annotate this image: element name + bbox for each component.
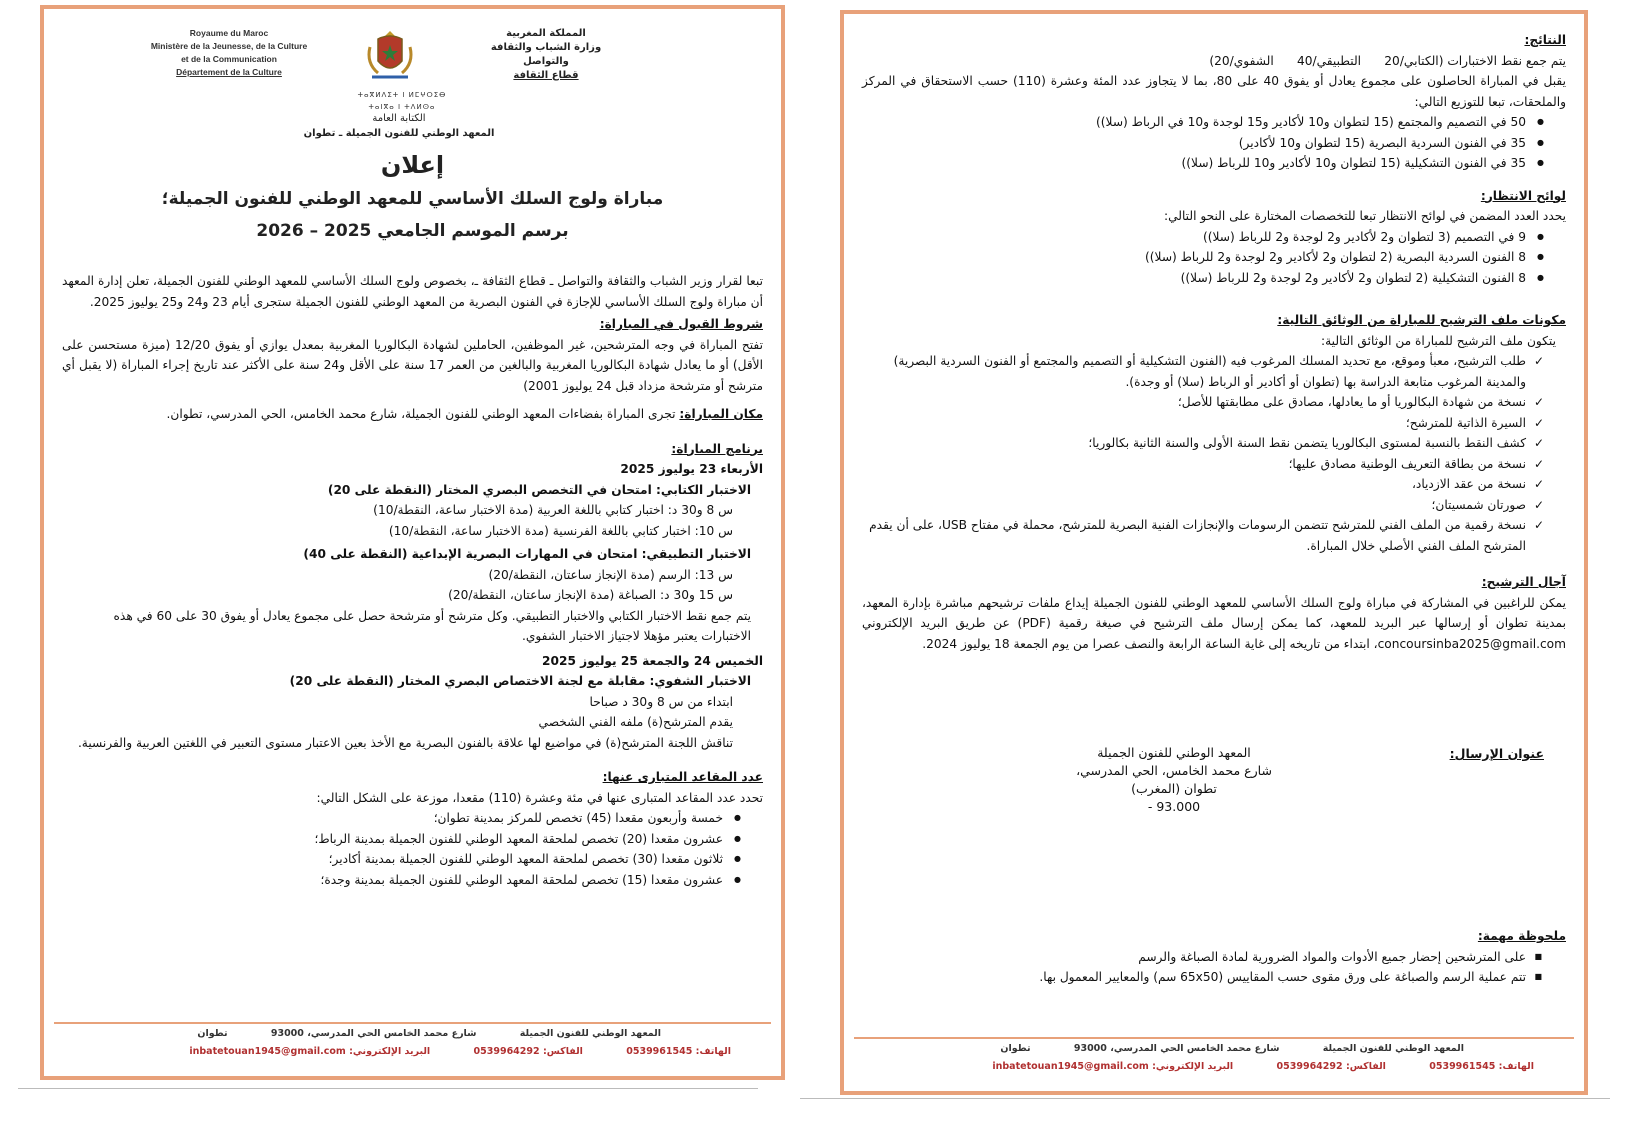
admission-text: تفتح المباراة في وجه المترشحين، غير الموظفين، الحاملين لشهادة البكالوريا المغربية بمعدل يوازي أو يفوق 12/20 (ميزة مستحسن على الأقل) أو ما يعادل شهادة البكالوريا المغربية والبالغين من العمر 17 سنة على الأقل و24 سنة على الأكثر عند تاريخ إجراء المباراة (لا يقبل أي مترشح أو مترشحة مزداد قبل 24 يوليوز 2001)	[62, 337, 764, 393]
seats-intro: تحدد عدد المقاعد المتبارى عنها في مئة وعشرة (110) مقعدا، موزعة على الشكل التالي:	[316, 790, 763, 805]
page-title: إعلان	[380, 151, 445, 179]
day1-label: الأربعاء 23 يوليوز 2025	[620, 462, 763, 476]
footer-city: تطوان	[197, 1028, 228, 1039]
email-label: البريد الإلكتروني:	[1152, 1061, 1234, 1072]
written-exam-title: الاختبار الكتابي: امتحان في التخصص البصري المختار (النقطة على 20)	[327, 482, 751, 497]
scan-edge-line	[18, 1088, 758, 1089]
list-item: ● خمسة وأربعون مقعدا (45) تخصص للمركز بمدينة تطوان؛	[62, 808, 723, 829]
practical-exam-item: س 15 و30 د: الصباغة (مدة الإنجاز ساعتان، النقطة/20)	[448, 588, 733, 602]
tifinagh-line: ⵜⴰⴳⵍⴷⵉⵜ ⵏ ⵍⵎⵖⵔⵉⴱ	[357, 91, 447, 99]
deadline-text: يمكن للراغبين في المشاركة في مباراة ولوج السلك الأساسي للمعهد الوطني للفنون الجميلة إيداع ملفات ترشيحهم مباشرة بإدارة المعهد، بمدينة تطوان أو إرسالها عبر البريد للمعهد، كما يمكن إرسال ملف الترشيح في صيغة رقمية (PDF) عن طريق البريد الإلكتروني concoursinba2025@gmail.com، ابتداء من تاريخه إلى غاية الساعة الرابعة والنصف عصرا من يوم الجمعة 18 يوليوز 2024.	[862, 595, 1566, 651]
waiting-heading: لوائح الانتظار:	[1480, 188, 1566, 203]
tifinagh-line: ⵜⴰⵏⴳⴰ ⵏ ⵜⴷⵍⵙⴰ	[368, 103, 436, 111]
list-item: ✓ صورتان شمسيتان؛	[862, 495, 1526, 516]
list-item: ● 8 الفنون السردية البصرية (2 لتطوان و2 لأكادير و2 لوجدة و2 للرباط (سلا))	[862, 247, 1526, 268]
list-item: ✓ نسخة من عقد الازدياد،	[862, 474, 1526, 495]
phone-label: الهاتف:	[1498, 1061, 1534, 1072]
waiting-intro: يحدد العدد المضمن في لوائح الانتظار تبعا للتخصصات المختارة على النحو التالي:	[1163, 209, 1566, 223]
moroccan-coat-of-arms-icon	[362, 27, 418, 85]
list-item: ✓ نسخة من بطاقة التعريف الوطنية مصادق عليها؛	[862, 454, 1526, 475]
fax-value: 0539964292	[473, 1046, 540, 1057]
list-item: ● 50 في التصميم والمجتمع (15 لتطوان و10 لأكادير و15 لوجدة و10 في الرباط (سلا))	[862, 112, 1526, 133]
letterhead-ar-line: المملكة المغربية	[506, 28, 586, 39]
footer-institute: المعهد الوطني للفنون الجميلة	[519, 1028, 661, 1039]
list-item: ✓ نسخة من شهادة البكالوريا أو ما يعادلها، مصادق على مطابقتها للأصل؛	[862, 392, 1526, 413]
oral-exam-title: الاختبار الشفوي: مقابلة مع لجنة الاختصاص البصري المختار (النقطة على 20)	[289, 674, 751, 688]
fax-label: الفاكس:	[542, 1046, 583, 1057]
docs-heading: مكونات ملف الترشيح للمباراة من الوثائق التالية:	[1277, 313, 1566, 327]
address-line: المعهد الوطني للفنون الجميلة	[1097, 745, 1251, 760]
address-line: شارع محمد الخامس، الحي المدرسي،	[1076, 763, 1272, 778]
letterhead-institute	[294, 111, 504, 141]
phone-value: 0539961545	[1429, 1061, 1496, 1072]
written-exam-item: س 10: اختبار كتابي باللغة الفرنسية (مدة الاختبار ساعة، النقطة/10)	[388, 523, 733, 538]
docs-intro: يتكون ملف الترشيح للمباراة من الوثائق التالية:	[1321, 333, 1556, 348]
list-item: ● 35 في الفنون السردية البصرية (15 لتطوان و10 لأكادير)	[862, 133, 1526, 154]
practical-exam-title: الاختبار التطبيقي: امتحان في المهارات البصرية الإبداعية (النقطة على 40)	[303, 547, 751, 561]
footer-address	[1000, 1043, 1464, 1054]
announcement-page-right	[840, 10, 1588, 1095]
letterhead-fr-line: Royaume du Maroc	[189, 28, 269, 38]
list-item: ● 9 في التصميم (3 لتطوان و2 لأكادير و2 لوجدة و2 للرباط (سلا))	[862, 227, 1526, 248]
letterhead-ar-line: قطاع الثقافة	[513, 70, 579, 81]
email-value: inbatetouan1945@gmail.com	[189, 1046, 346, 1057]
note-list	[862, 947, 1566, 988]
results-line: يتم جمع نقط الاختبارات (الكتابي/20 التطبيقي/40 الشفوي/20)	[1209, 53, 1566, 68]
list-item: ✓ كشف النقط بالنسبة لمستوى البكالوريا يتضمن نقط السنة الأولى والسنة الثانية بكالوريا؛	[862, 433, 1526, 454]
letterhead-fr-line: Département de la Culture	[176, 67, 282, 77]
page-subtitle: مباراة ولوج السلك الأساسي للمعهد الوطني للفنون الجميلة؛	[161, 189, 664, 209]
list-item: ✓ طلب الترشيح، معبأ وموقع، مع تحديد المسلك المرغوب فيه (الفنون التشكيلية أو التصميم والمجتمع أو الفنون السردية البصرية) والمدينة المرغوب متابعة الدراسة بها (تطوان أو أكادير أو الرباط (سلا) أو وجدة).	[862, 351, 1526, 392]
letterhead-tifinagh	[342, 89, 462, 113]
waiting-list	[862, 227, 1566, 289]
list-item: ● 35 في الفنون التشكيلية (15 لتطوان و10 لأكادير و10 للرباط (سلا))	[862, 153, 1526, 174]
footer-institute: المعهد الوطني للفنون الجميلة	[1322, 1043, 1464, 1054]
footer-city: تطوان	[1000, 1043, 1031, 1054]
letterhead-arabic	[471, 27, 621, 83]
letterhead-ar-line: والتواصل	[523, 56, 569, 67]
right-body	[862, 30, 1566, 654]
practical-exam-item: س 13: الرسم (مدة الإنجاز ساعتان، النقطة/20)	[488, 567, 733, 582]
deadline-heading: آجال الترشيح:	[1481, 575, 1566, 589]
letterhead-french	[134, 27, 324, 79]
seats-list	[62, 808, 763, 890]
program-heading: برنامج المباراة:	[671, 441, 763, 456]
fax-value: 0539964292	[1276, 1061, 1343, 1072]
secretariat-label: الكتابة العامة	[372, 113, 426, 124]
fax-label: الفاكس:	[1345, 1061, 1386, 1072]
note-section	[862, 926, 1566, 988]
letterhead-fr-line: et de la Communication	[181, 54, 277, 64]
day2-label: الخميس 24 والجمعة 25 يوليوز 2025	[542, 653, 763, 668]
email-value: inbatetouan1945@gmail.com	[992, 1061, 1149, 1072]
footer-postal: 93000	[1073, 1043, 1107, 1054]
list-item: ● ثلاثون مقعدا (30) تخصص لملحقة المعهد الوطني للفنون الجميلة بمدينة أكادير؛	[62, 849, 723, 870]
phone-label: الهاتف:	[695, 1046, 731, 1057]
letterhead-fr-line: Ministère de la Jeunesse, de la Culture	[150, 41, 308, 51]
email-label: البريد الإلكتروني:	[349, 1046, 431, 1057]
results-list	[862, 112, 1566, 174]
note-heading: ملحوظة مهمة:	[1477, 929, 1566, 943]
list-item: ✓ نسخة رقمية من الملف الفني للمترشح تتضمن الرسومات والإنجازات الفنية البصرية للمترشح، محملة في مفتاح USB، على أن يقدم المترشح الملف الفني الأصلي خلال المباراة.	[862, 515, 1526, 556]
oral-exam-item: يقدم المترشح(ة) ملفه الفني الشخصي	[538, 715, 733, 729]
footer-street: شارع محمد الخامس الحي المدرسي،	[307, 1028, 477, 1039]
letterhead-ar-line: وزارة الشباب والثقافة	[490, 42, 602, 53]
seats-heading: عدد المقاعد المتبارى عنها:	[602, 770, 763, 784]
results-heading: النتائج:	[1524, 33, 1566, 47]
address-line: 93.000 -	[1147, 799, 1201, 814]
footer-contacts	[992, 1061, 1534, 1072]
list-item: ● عشرون مقعدا (15) تخصص لملحقة المعهد الوطني للفنون الجميلة بمدينة وجدة؛	[62, 870, 723, 891]
address-heading: عنوان الإرسال:	[1449, 746, 1544, 761]
place-text: تجرى المباراة بفضاءات المعهد الوطني للفنون الجميلة، شارع محمد الخامس، الحي المدرسي، تطوان.	[166, 407, 680, 421]
left-body	[62, 271, 763, 890]
place-row	[62, 404, 763, 425]
list-item: ■ على المترشحين إحضار جميع الأدوات والمواد الضرورية لمادة الصباغة والرسم	[862, 947, 1526, 968]
phone-value: 0539961545	[626, 1046, 693, 1057]
academic-year: برسم الموسم الجامعي 2025 – 2026	[256, 221, 569, 241]
scan-edge-line	[800, 1098, 1610, 1099]
admission-heading: شروط القبول في المباراة:	[599, 317, 763, 331]
letterhead	[44, 19, 781, 149]
footer-street: شارع محمد الخامس الحي المدرسي،	[1110, 1043, 1280, 1054]
list-item: ■ تتم عملية الرسم والصباغة على ورق مقوى حسب المقاييس (65x50 سم) والمعايير المعمول بها.	[862, 967, 1526, 988]
place-heading: مكان المباراة:	[679, 407, 763, 421]
written-exam-item: س 8 و30 د: اختبار كتابي باللغة العربية (مدة الاختبار ساعة، النقطة/10)	[373, 503, 733, 517]
footer-postal: 93000	[270, 1028, 304, 1039]
institute-label: المعهد الوطني للفنون الجميلة ـ تطوان	[303, 128, 495, 139]
results-line: يقبل في المباراة الحاصلون على مجموع يعادل أو يفوق 40 على 80، بما لا يتجاوز عدد المئة وعشرة (110) حسب الاستحقاق في المركز والملحقات، تبعا للتوزيع التالي:	[862, 74, 1566, 109]
intro-paragraph: تبعا لقرار وزير الشباب والثقافة والتواصل ـ قطاع الثقافة ـ، بخصوص ولوج السلك الأساسي للمعهد الوطني للفنون الجميلة، تعلن إدارة المعهد أن مباراة ولوج السلك الأساسي للإجازة في الفنون البصرية من المعهد الوطني للفنون الجميلة ستجرى أيام 23 و24 و25 يوليوز 2025.	[62, 274, 763, 309]
page-footer	[854, 1037, 1574, 1085]
announcement-page-left	[40, 5, 785, 1080]
list-item: ● عشرون مقعدا (20) تخصص لملحقة المعهد الوطني للفنون الجميلة بمدينة الرباط؛	[62, 829, 723, 850]
footer-contacts	[189, 1046, 731, 1057]
list-item: ● 8 الفنون التشكيلية (2 لتطوان و2 لأكادير و2 لوجدة و2 للرباط (سلا))	[862, 268, 1526, 289]
list-item: ✓ السيرة الذاتية للمترشح؛	[862, 413, 1526, 434]
practical-note: يتم جمع نقط الاختبار الكتابي والاختبار التطبيقي. وكل مترشح أو مترشحة حصل على مجموع يعادل أو يفوق 30 على 60 في هذه الاختبارات يعتبر مؤهلا لاجتياز الاختبار الشفوي.	[113, 608, 751, 643]
mailing-address	[1044, 744, 1304, 816]
docs-list	[862, 351, 1566, 556]
page-footer	[54, 1022, 771, 1070]
oral-exam-item: ابتداء من س 8 و30 د صباحا	[589, 694, 733, 709]
address-line: تطوان (المغرب)	[1131, 781, 1217, 796]
oral-exam-item: تناقش اللجنة المترشح(ة) في مواضيع لها علاقة بالفنون البصرية مع الأخذ بعين الاعتبار مستوى التعبير في اللغتين العربية والفرنسية.	[77, 735, 733, 750]
footer-address	[197, 1028, 661, 1039]
